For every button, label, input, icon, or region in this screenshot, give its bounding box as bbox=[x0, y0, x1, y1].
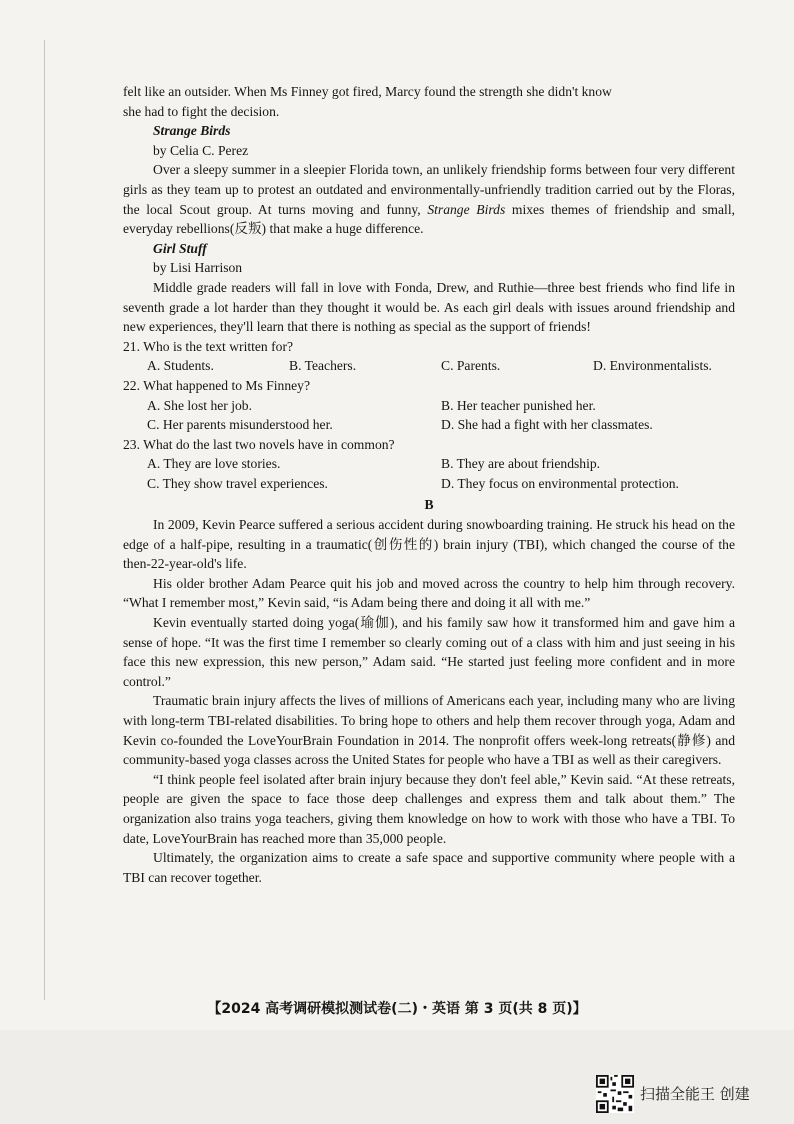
option-d: D. Environmentalists. bbox=[593, 358, 712, 374]
scanner-watermark: 扫描全能王 创建 bbox=[640, 1085, 750, 1103]
question-options bbox=[123, 454, 735, 493]
book-title-strange-birds: Strange Birds bbox=[153, 123, 231, 139]
passage-b-paragraph-6: Ultimately, the organization aims to create a safe space and supportive community where people with a TBI can recover together. bbox=[123, 850, 735, 885]
passage-b-paragraph-5: “I think people feel isolated after brain injury because they don't feel able,” Kevin said. “At these retreats, people are given the space to face those deep challenges and express them and talk about them.” The organization also trains yoga teachers, giving them knowledge on how to work with those who have a TBI. To date, LoveYourBrain has reached more than 35,000 people. bbox=[123, 771, 735, 846]
option-a: A. She lost her job. bbox=[147, 397, 252, 413]
passage-b-paragraph-1: In 2009, Kevin Pearce suffered a serious accident during snowboarding training. He struck his head on the edge of a half-pipe, resulting in a traumatic(创伤性的) brain injury (TBI), which changed the course of the then-22-year-old's life. bbox=[123, 517, 735, 572]
binding-margin-line bbox=[44, 40, 45, 1000]
book-title-girl-stuff: Girl Stuff bbox=[153, 240, 207, 256]
question-22 bbox=[123, 376, 735, 435]
passage-a-continuation: felt like an outsider. When Ms Finney got fired, Marcy found the strength she didn't know she had to fight the decision. bbox=[123, 84, 612, 119]
passage-b-paragraph-4: Traumatic brain injury affects the lives of millions of Americans each year, including many who are living with long-term TBI-related disabilities. To bring hope to others and help them recover through yoga, Adam and Kevin co-founded the LoveYourBrain Foundation in 2014. The nonprofit offers week-long retreats(静修) and community-based yoga classes across the United States for people who have a TBI as well as their caregivers. bbox=[123, 693, 735, 768]
option-c: C. Parents. bbox=[441, 358, 501, 374]
passage-b-paragraph-2: His older brother Adam Pearce quit his job and moved across the country to help him through recovery. “What I remember most,” Kevin said, “is Adam being there and doing it all with me.” bbox=[123, 575, 735, 611]
option-b: B. Teachers. bbox=[289, 358, 357, 374]
question-options bbox=[123, 396, 735, 435]
book-author-girl-stuff: by Lisi Harrison bbox=[153, 260, 243, 276]
qr-code-icon bbox=[596, 1075, 634, 1113]
question-stem: 22. What happened to Ms Finney? bbox=[123, 377, 311, 393]
option-d: D. She had a fight with her classmates. bbox=[441, 417, 653, 433]
section-letter-b: B bbox=[424, 497, 434, 513]
question-options bbox=[123, 356, 735, 376]
option-a: A. They are love stories. bbox=[147, 456, 281, 472]
book-description-girl-stuff: Middle grade readers will fall in love with Fonda, Drew, and Ruthie—three best friends who find life in seventh grade a lot harder than they thought it would be. As each girl deals with issues around friendship and new experiences, they'll learn that there is nothing as special as the support of friends! bbox=[123, 279, 735, 335]
option-d: D. They focus on environmental protection. bbox=[441, 475, 679, 491]
option-a: A. Students. bbox=[147, 358, 214, 374]
option-b: B. Her teacher punished her. bbox=[441, 397, 596, 413]
question-stem: 23. What do the last two novels have in common? bbox=[123, 436, 395, 452]
question-stem: 21. Who is the text written for? bbox=[123, 338, 294, 354]
passage-b-paragraph-3: Kevin eventually started doing yoga(瑜伽), and his family saw how it transformed him and gave him a sense of hope. “It was the first time I remember so clearly coming out of a class with him and just seeing in his face this new expression, this new person,” Adam said. “He started just feeling more confident and in more control.” bbox=[123, 615, 735, 689]
page-footer: 【2024 高考调研模拟测试卷(二)・英语 第 3 页(共 8 页)】 bbox=[207, 1001, 587, 1017]
page-content bbox=[123, 82, 735, 887]
question-21 bbox=[123, 337, 735, 376]
book-description-strange-birds: Over a sleepy summer in a sleepier Florida town, an unlikely friendship forms between four very different girls as they team up to protest an outdated and environmentally-unfriendly tradition carried out by the Floras, the local Scout group. At turns moving and funny, Strange Birds mixes themes of friendship and small, everyday rebellions(反叛) that make a huge difference. bbox=[123, 162, 735, 237]
inline-book-title: Strange Birds bbox=[427, 201, 506, 217]
option-c: C. They show travel experiences. bbox=[147, 475, 328, 491]
option-c: C. Her parents misunderstood her. bbox=[147, 417, 333, 433]
question-23 bbox=[123, 435, 735, 494]
book-author-strange-birds: by Celia C. Perez bbox=[153, 142, 249, 158]
scan-bottom-band bbox=[0, 1030, 794, 1124]
option-b: B. They are about friendship. bbox=[441, 456, 601, 472]
